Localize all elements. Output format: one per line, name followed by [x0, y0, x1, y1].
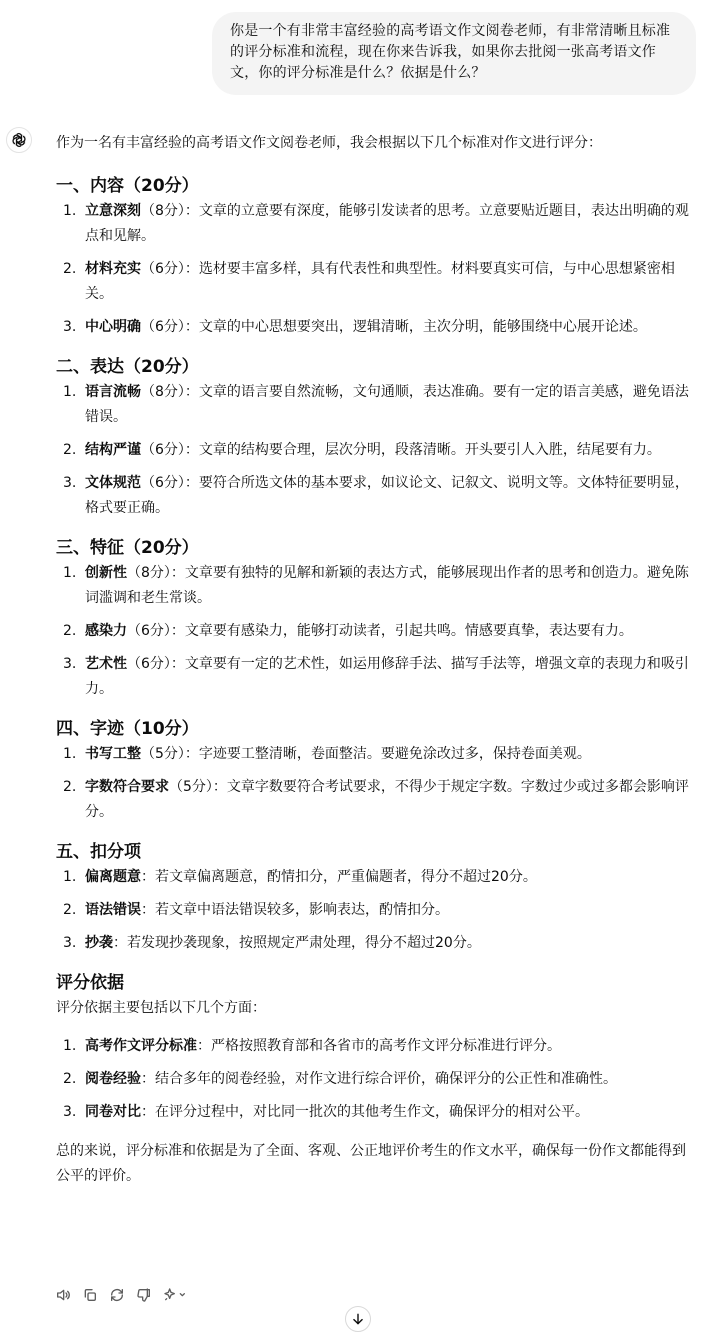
section-heading: 评分依据: [56, 973, 124, 993]
section-basis: [56, 970, 692, 1125]
list-item: 3. 抄袭：若发现抄袭现象，按照规定严肃处理，得分不超过20分。: [63, 935, 481, 951]
list-item: 2. 语法错误：若文章中语法错误较多，影响表达，酌情扣分。: [63, 902, 449, 918]
section-heading: 四、字迹（10分）: [56, 719, 199, 739]
list-item: 3. 艺术性（6分）：文章要有一定的艺术性，如运用修辞手法、描写手法等，增强文章的表现力和吸引力。: [63, 656, 689, 697]
assistant-intro: 作为一名有丰富经验的高考语文作文阅卷老师，我会根据以下几个标准对作文进行评分：: [56, 135, 602, 151]
assistant-avatar: [6, 127, 32, 153]
openai-logo-icon: [10, 131, 28, 149]
list-item: 1. 书写工整（5分）：字迹要工整清晰，卷面整洁。要避免涂改过多，保持卷面美观。: [63, 746, 591, 762]
criteria-list: [56, 865, 692, 956]
list-item: 1. 偏离题意：若文章偏离题意，酌情扣分，严重偏题者，得分不超过20分。: [63, 869, 537, 885]
assistant-message: [56, 131, 692, 1189]
regenerate-icon: [109, 1287, 125, 1303]
criteria-list: [56, 742, 692, 825]
regenerate-button[interactable]: [108, 1286, 126, 1304]
section-heading: 五、扣分项: [56, 842, 141, 862]
list-item: 1. 高考作文评分标准：严格按照教育部和各省市的高考作文评分标准进行评分。: [63, 1038, 561, 1054]
list-item: 1. 语言流畅（8分）：文章的语言要自然流畅，文句通顺，表达准确。要有一定的语言美感，避免语法错误。: [63, 384, 689, 425]
thumbs-down-icon: [136, 1287, 152, 1303]
basis-intro: 评分依据主要包括以下几个方面：: [56, 1000, 266, 1016]
summary-paragraph: 总的来说，评分标准和依据是为了全面、客观、公正地评价考生的作文水平，确保每一份作文都能得到公平的评价。: [56, 1143, 686, 1184]
list-item: 2. 阅卷经验：结合多年的阅卷经验，对作文进行综合评价，确保评分的公正性和准确性。: [63, 1071, 617, 1087]
section-handwriting: [56, 716, 692, 825]
list-item: 2. 材料充实（6分）：选材要丰富多样，具有代表性和典型性。材料要真实可信，与中心思想紧密相关。: [63, 261, 675, 302]
basis-list: [56, 1034, 692, 1125]
list-item: 1. 立意深刻（8分）：文章的立意要有深度，能够引发读者的思考。立意要贴近题目，表达出明确的观点和见解。: [63, 203, 689, 244]
section-heading: 二、表达（20分）: [56, 357, 199, 377]
thumbs-down-button[interactable]: [135, 1286, 153, 1304]
list-item: 3. 中心明确（6分）：文章的中心思想要突出，逻辑清晰，主次分明，能够围绕中心展开论述。: [63, 319, 647, 335]
read-aloud-icon: [55, 1287, 71, 1303]
criteria-list: [56, 561, 692, 702]
criteria-list: [56, 199, 692, 340]
list-item: 3. 文体规范（6分）：要符合所选文体的基本要求，如议论文、记叙文、说明文等。文体特征要明显，格式要正确。: [63, 475, 689, 516]
list-item: 2. 感染力（6分）：文章要有感染力，能够打动读者，引起共鸣。情感要真挚，表达要有力。: [63, 623, 633, 639]
copy-button[interactable]: [81, 1286, 99, 1304]
model-switch-button[interactable]: [162, 1286, 188, 1304]
user-message-text: 你是一个有非常丰富经验的高考语文作文阅卷老师，有非常清晰且标准的评分标准和流程，现在你来告诉我，如果你去批阅一张高考语文作文，你的评分标准是什么？依据是什么？: [230, 23, 671, 81]
list-item: 2. 结构严谨（6分）：文章的结构要合理，层次分明，段落清晰。开头要引人入胜，结尾要有力。: [63, 442, 661, 458]
arrow-down-icon: [351, 1312, 365, 1326]
section-deductions: [56, 839, 692, 956]
list-item: 3. 同卷对比：在评分过程中，对比同一批次的其他考生作文，确保评分的相对公平。: [63, 1104, 589, 1120]
list-item: 2. 字数符合要求（5分）：文章字数要符合考试要求，不得少于规定字数。字数过少或过多都会影响评分。: [63, 779, 689, 820]
copy-icon: [82, 1287, 98, 1303]
section-content: [56, 173, 692, 340]
criteria-list: [56, 380, 692, 521]
section-expression: [56, 354, 692, 521]
section-heading: 一、内容（20分）: [56, 176, 199, 196]
section-features: [56, 535, 692, 702]
section-heading: 三、特征（20分）: [56, 538, 199, 558]
model-switch-icon: [162, 1287, 188, 1303]
user-message-bubble: [212, 12, 696, 95]
scroll-to-bottom-button[interactable]: [345, 1306, 371, 1332]
message-actions: [54, 1286, 188, 1304]
read-aloud-button[interactable]: [54, 1286, 72, 1304]
list-item: 1. 创新性（8分）：文章要有独特的见解和新颖的表达方式，能够展现出作者的思考和创造力。避免陈词滥调和老生常谈。: [63, 565, 689, 606]
